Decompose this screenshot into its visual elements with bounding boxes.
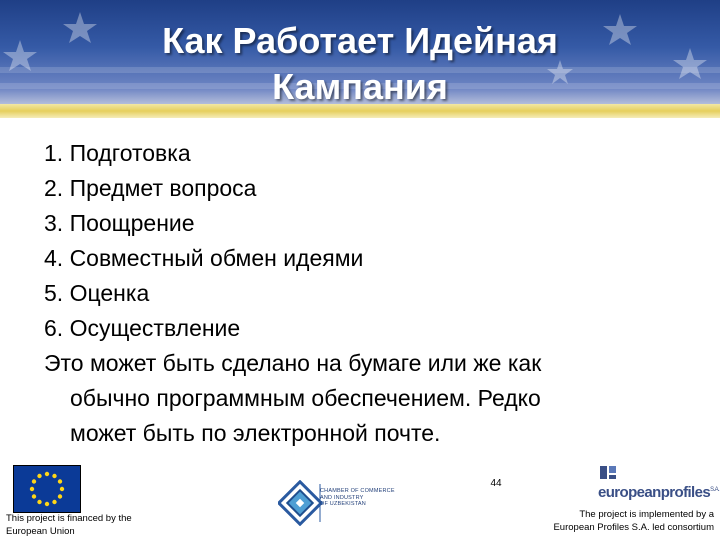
ep-wordmark-text: europeanprofiles: [598, 484, 711, 501]
chamber-text-line-2: AND INDUSTRY: [320, 494, 364, 501]
implementation-line-1: The project is implemented by a: [579, 509, 714, 520]
note-paragraph: [44, 346, 684, 451]
list-item: 3. Поощрение: [44, 210, 195, 236]
title-line-2: Кампания: [272, 66, 448, 107]
list-item: 5. Оценка: [44, 280, 150, 306]
list-item: 4. Совместный обмен идеями: [44, 245, 364, 271]
chamber-text-line-1: CHAMBER OF COMMERCE: [320, 488, 395, 494]
note-line-3: может быть по электронной почте.: [70, 420, 441, 446]
slide-title: [60, 18, 660, 110]
implementation-line-2: European Profiles S.A. led consortium: [553, 522, 714, 533]
list-item: 2. Предмет вопроса: [44, 175, 257, 201]
ep-wordmark-suffix: S.A.: [710, 487, 720, 493]
list-item: 6. Осуществление: [44, 315, 241, 341]
header-banner: [0, 0, 720, 118]
note-line-2: обычно программным обеспечением. Редко: [70, 385, 541, 411]
page-number: 44: [490, 478, 502, 489]
note-line-1: Это может быть сделано на бумаге или же как: [44, 350, 542, 376]
eu-funding-line-1: This project is financed by the: [6, 513, 132, 524]
implementation-note: [520, 508, 714, 534]
chamber-of-commerce-text: [320, 488, 400, 508]
eu-flag-logo: [13, 465, 81, 513]
eu-funding-note: [6, 512, 166, 538]
eu-funding-line-2: European Union: [6, 526, 75, 537]
list-item: 1. Подготовка: [44, 140, 191, 166]
european-profiles-logo: [598, 484, 719, 501]
title-line-1: Как Работает Идейная: [162, 20, 558, 61]
chamber-text-line-3: OF UZBEKISTAN: [320, 501, 366, 507]
slide-content: [44, 136, 684, 451]
eu-stars-icon: [14, 466, 80, 512]
